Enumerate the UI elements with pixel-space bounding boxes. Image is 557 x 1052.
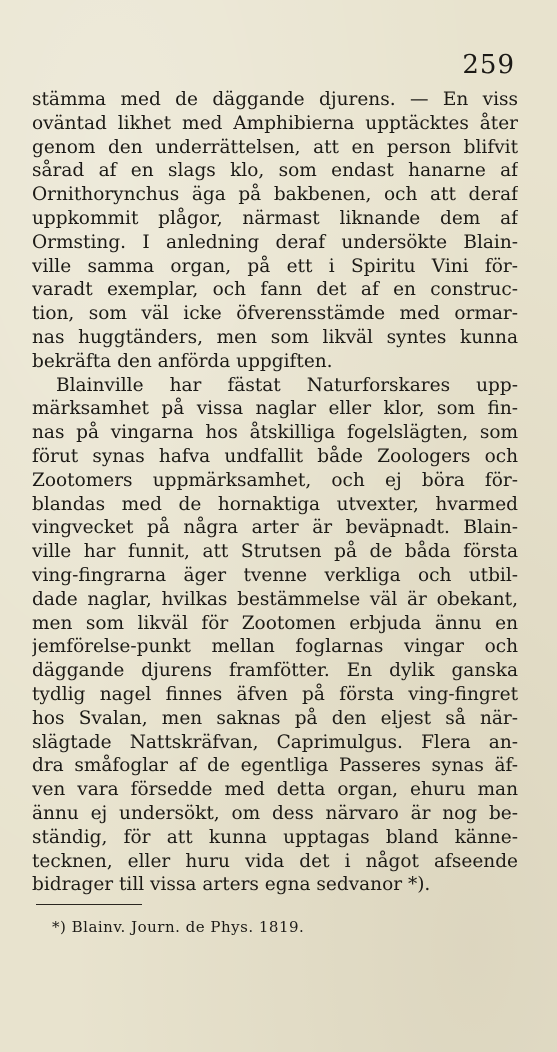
text-line: ständig, för att kunna upptagas bland känne-	[32, 826, 518, 848]
text-line: blandas med de hornaktiga utvexter, hvarmed	[32, 493, 518, 515]
text-line: bekräfta den anförda uppgiften.	[32, 350, 333, 372]
text-line: däggande djurens framfötter. En dylik ganska	[32, 660, 518, 682]
text-line: bidrager till vissa arters egna sedvanor *).	[32, 874, 431, 896]
text-line: tydlig nagel finnes äfven på första ving-fingret	[32, 683, 518, 705]
footnote-rule	[36, 904, 142, 905]
paragraph-start-line: Blainville har fästat Naturforskares upp-	[56, 374, 518, 396]
text-line: tion, som väl icke öfverensstämde med ormar-	[32, 303, 518, 325]
text-line: ving-fingrarna äger tvenne verkliga och utbil-	[32, 564, 518, 586]
text-line: sårad af en slags klo, som endast hanarne af	[32, 160, 518, 182]
page-number: 259	[462, 50, 515, 80]
text-line: Ormsting. I anledning deraf undersökte Blain-	[32, 231, 518, 253]
footnote: *) Blainv. Journ. de Phys. 1819.	[52, 918, 305, 936]
text-line: ven vara försedde med detta organ, ehuru man	[32, 779, 518, 801]
text-line: dade naglar, hvilkas bestämmelse väl är obekant,	[32, 588, 518, 610]
text-line: Zootomers uppmärksamhet, och ej böra för-	[32, 469, 518, 491]
text-line: dra småfoglar af de egentliga Passeres synas äf-	[32, 755, 518, 777]
text-line: märksamhet på vissa naglar eller klor, som fin-	[32, 398, 518, 420]
text-line: oväntad likhet med Amphibierna upptäcktes åter	[32, 112, 518, 134]
text-line: vingvecket på några arter är beväpnadt. Blain-	[32, 517, 518, 539]
text-line: genom den underrättelsen, att en person blifvit	[32, 136, 518, 158]
text-line: uppkommit plågor, närmast liknande dem af	[32, 207, 518, 229]
text-line: tecknen, eller huru vida det i något afseende	[32, 850, 518, 872]
body-text	[32, 88, 518, 897]
text-line: nas på vingarna hos åtskilliga fogelslägten, som	[32, 422, 518, 444]
text-line: varadt exemplar, och fann det af en construc-	[32, 279, 518, 301]
text-line: ännu ej undersökt, om dess närvaro är nog be-	[32, 802, 518, 824]
text-line: hos Svalan, men saknas på den eljest så när-	[32, 707, 518, 729]
text-line: ville samma organ, på ett i Spiritu Vini för-	[32, 255, 518, 277]
text-line: Ornithorynchus äga på bakbenen, och att deraf	[32, 184, 518, 206]
text-line: stämma med de däggande djurens. — En viss	[32, 89, 518, 110]
text-line: men som likväl för Zootomen erbjuda ännu en	[32, 612, 518, 634]
text-line: jemförelse-punkt mellan foglarnas vingar och	[32, 636, 518, 658]
text-line: slägtade Nattskräfvan, Caprimulgus. Flera an-	[32, 731, 518, 753]
text-line: förut synas hafva undfallit både Zoologers och	[32, 445, 518, 467]
text-line: ville har funnit, att Strutsen på de båda första	[32, 541, 518, 563]
text-line: nas huggtänders, men som likväl syntes kunna	[32, 326, 518, 348]
